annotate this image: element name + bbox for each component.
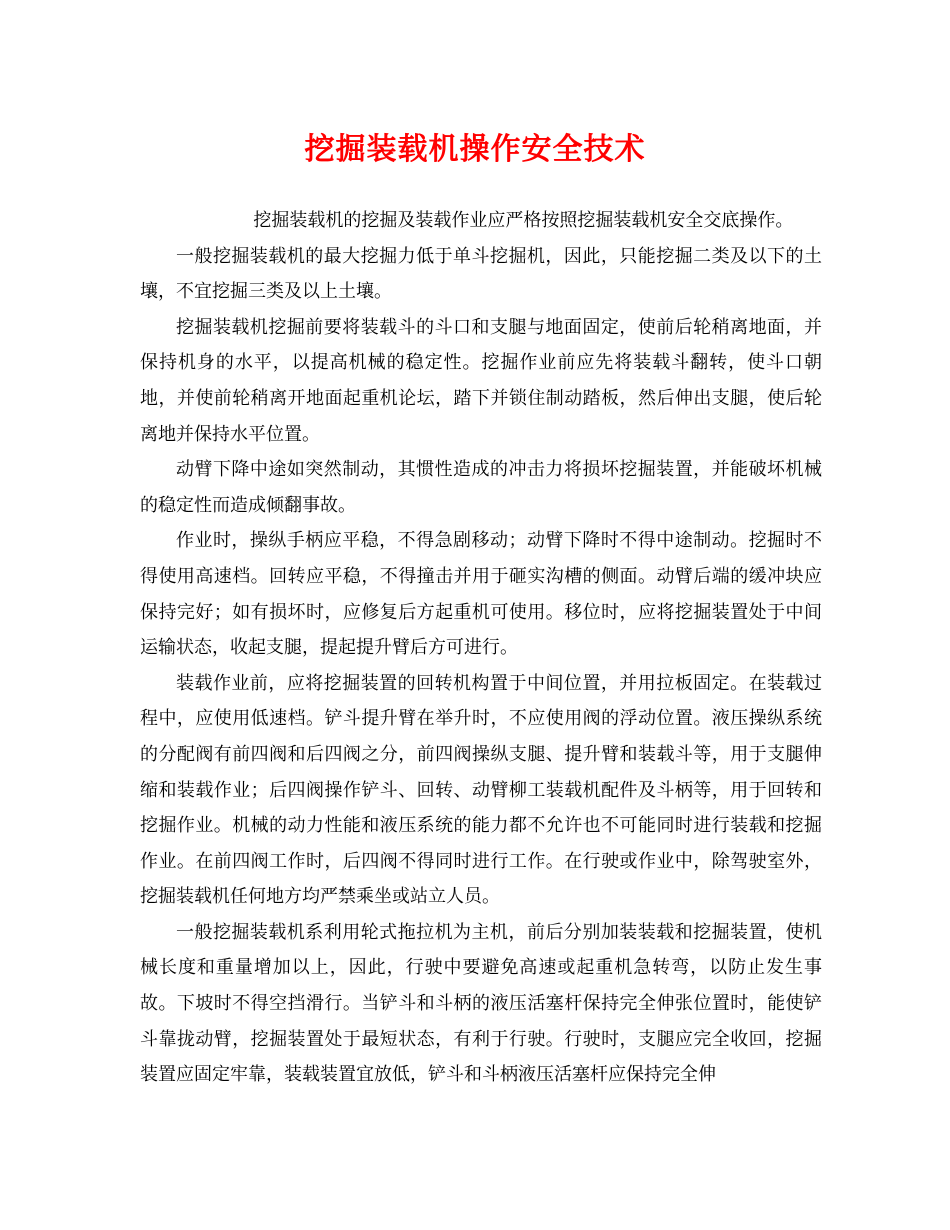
paragraph-7: 一般挖掘装载机系利用轮式拖拉机为主机，前后分别加装装载和挖掘装置，使机械长度和重量增加以上，因此，行驶中要避免高速或起重机急转弯，以防止发生事故。下坡时不得空挡滑行。当铲斗和斗柄的液压活塞杆保持完全伸张位置时，能使铲斗靠拢动臂，挖掘装置处于最短状态，有利于行驶。行驶时，支腿应完全收回，挖掘装置应固定牢靠，装载装置宜放低，铲斗和斗柄液压活塞杆应保持完全伸 [140,921,822,1086]
paragraph-1: 挖掘装载机的挖掘及装载作业应严格按照挖掘装载机安全交底操作。 [253,210,794,231]
document-body [140,203,822,1093]
paragraph-2: 一般挖掘装载机的最大挖掘力低于单斗挖掘机，因此，只能挖掘二类及以下的土壤，不宜挖掘三类及以上土壤。 [140,245,822,303]
paragraph-4: 动臂下降中途如突然制动，其惯性造成的冲击力将损坏挖掘装置，并能破坏机械的稳定性而造成倾翻事故。 [140,459,822,516]
paragraph-3: 挖掘装载机挖掘前要将装载斗的斗口和支腿与地面固定，使前后轮稍离地面，并保持机身的水平，以提高机械的稳定性。挖掘作业前应先将装载斗翻转，使斗口朝地，并使前轮稍离开地面起重机论坛，踏下并锁住制动踏板，然后伸出支腿，使后轮离地并保持水平位置。 [140,316,822,445]
paragraph-6: 装载作业前，应将挖掘装置的回转机构置于中间位置，并用拉板固定。在装载过程中，应使用低速档。铲斗提升臂在举升时，不应使用阀的浮动位置。液压操纵系统的分配阀有前四阀和后四阀之分，前四阀操纵支腿、提升臂和装载斗等，用于支腿伸缩和装载作业；后四阀操作铲斗、回转、动臂柳工装载机配件及斗柄等，用于回转和挖掘作业。机械的动力性能和液压系统的能力都不允许也不可能同时进行装载和挖掘作业。在前四阀工作时，后四阀不得同时进行工作。在行驶或作业中，除驾驶室外，挖掘装载机任何地方均严禁乘坐或站立人员。 [140,672,822,908]
paragraph-5: 作业时，操纵手柄应平稳，不得急剧移动；动臂下降时不得中途制动。挖掘时不得使用高速档。回转应平稳，不得撞击并用于砸实沟槽的侧面。动臂后端的缓冲块应保持完好；如有损坏时，应修复后方起重机可使用。移位时，应将挖掘装置处于中间运输状态，收起支腿，提起提升臂后方可进行。 [140,530,822,659]
document-title: 挖掘装载机操作安全技术 [304,132,646,167]
